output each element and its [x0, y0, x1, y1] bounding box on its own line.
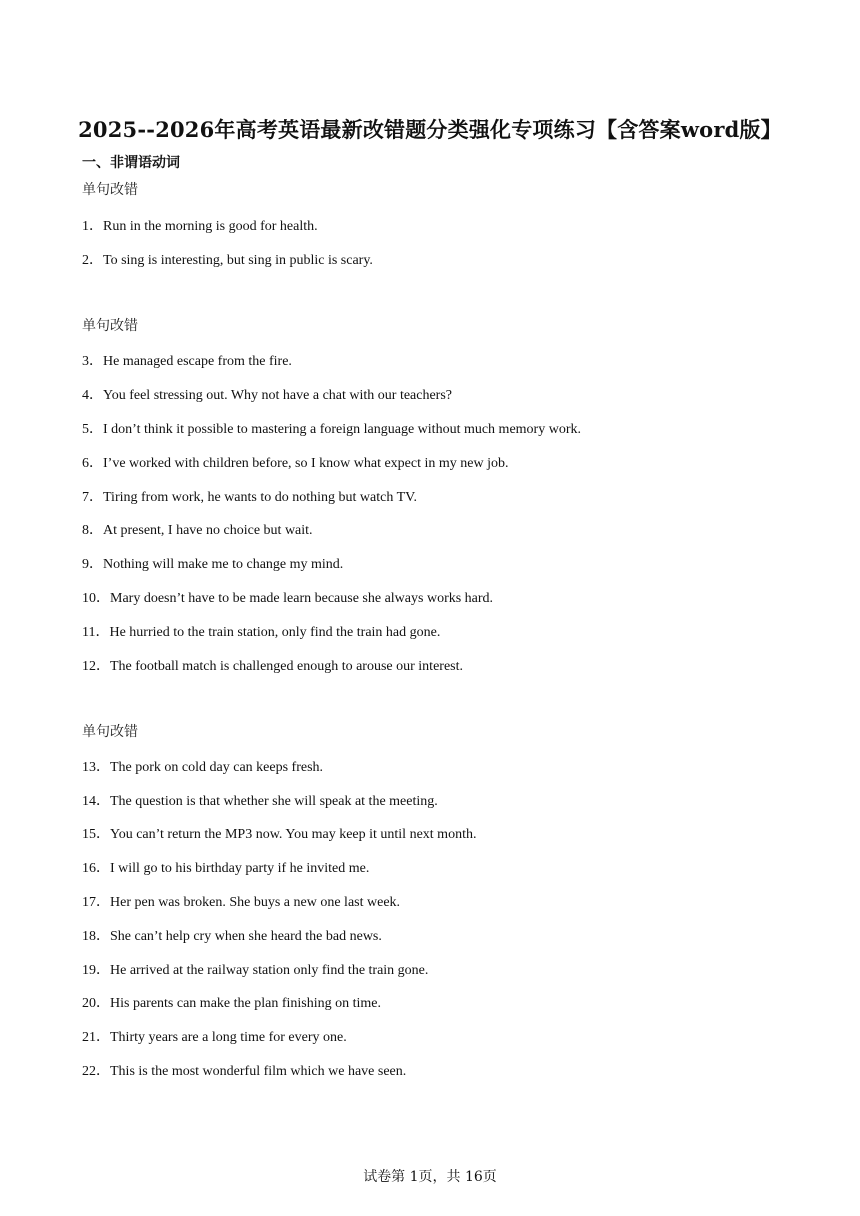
item-text: I’ve worked with children before, so I know what expect in my new job. — [103, 456, 509, 471]
item-text: At present, I have no choice but wait. — [103, 523, 313, 538]
list-item — [82, 519, 313, 539]
item-number: 18． — [82, 929, 110, 944]
list-item — [82, 655, 463, 675]
list-item — [82, 756, 323, 776]
group-heading: 单句改错 — [82, 182, 138, 198]
item-number: 21． — [82, 1030, 110, 1045]
item-text: She can’t help cry when she heard the bad news. — [110, 929, 382, 944]
item-number: 20． — [82, 996, 110, 1011]
list-item — [82, 215, 318, 235]
list-item — [82, 925, 382, 945]
list-item — [82, 452, 509, 472]
item-text: Thirty years are a long time for every one. — [110, 1030, 347, 1045]
list-item — [82, 790, 438, 810]
item-text: This is the most wonderful film which we have seen. — [110, 1064, 407, 1079]
item-number: 4． — [82, 388, 103, 403]
list-item — [82, 1026, 347, 1046]
item-text: He hurried to the train station, only find the train had gone. — [109, 625, 441, 640]
item-number: 13． — [82, 760, 110, 775]
list-item — [82, 992, 381, 1012]
list-item — [82, 384, 452, 404]
page-title: 2025--2026年高考英语最新改错题分类强化专项练习【含答案word版】 — [78, 117, 782, 142]
item-text: I don’t think it possible to mastering a foreign language without much memory work. — [103, 422, 581, 437]
list-item — [82, 587, 493, 607]
item-number: 5． — [82, 422, 103, 437]
page-footer: 试卷第 1页，共 16页 — [363, 1169, 497, 1185]
list-item — [82, 621, 440, 641]
item-number: 12． — [82, 659, 110, 674]
item-text: To sing is interesting, but sing in public is scary. — [103, 253, 373, 268]
list-item — [82, 486, 417, 506]
group-heading: 单句改错 — [82, 724, 138, 740]
item-number: 8． — [82, 523, 103, 538]
item-number: 17． — [82, 895, 110, 910]
item-number: 16． — [82, 861, 110, 876]
item-text: The pork on cold day can keeps fresh. — [110, 760, 324, 775]
list-item — [82, 418, 581, 438]
item-number: 11． — [82, 625, 110, 640]
item-number: 19． — [82, 963, 110, 978]
item-number: 22． — [82, 1064, 110, 1079]
item-number: 2． — [82, 253, 103, 268]
item-text: The football match is challenged enough to arouse our interest. — [110, 659, 464, 674]
item-number: 1． — [82, 219, 103, 234]
item-number: 9． — [82, 557, 103, 572]
item-text: You feel stressing out. Why not have a chat with our teachers? — [103, 388, 453, 403]
item-number: 7． — [82, 490, 103, 505]
list-item — [82, 857, 369, 877]
list-item — [82, 823, 476, 843]
item-number: 3． — [82, 354, 103, 369]
item-number: 15． — [82, 827, 110, 842]
item-text: Her pen was broken. She buys a new one last week. — [110, 895, 401, 910]
list-item — [82, 891, 400, 911]
list-item — [82, 1060, 406, 1080]
section-heading: 一、非谓语动词 — [82, 155, 180, 171]
item-text: Nothing will make me to change my mind. — [103, 557, 344, 572]
list-item — [82, 350, 292, 370]
group-heading: 单句改错 — [82, 318, 138, 334]
item-text: His parents can make the plan finishing on time. — [110, 996, 381, 1011]
item-text: The question is that whether she will speak at the meeting. — [110, 794, 438, 809]
item-text: He arrived at the railway station only find the train gone. — [110, 963, 429, 978]
list-item — [82, 959, 428, 979]
item-text: Run in the morning is good for health. — [103, 219, 318, 234]
item-text: You can’t return the MP3 now. You may keep it until next month. — [110, 827, 477, 842]
list-item — [82, 553, 343, 573]
item-text: Tiring from work, he wants to do nothing but watch TV. — [103, 490, 417, 505]
item-text: Mary doesn’t have to be made learn because she always works hard. — [110, 591, 494, 606]
item-text: He managed escape from the fire. — [103, 354, 292, 369]
item-number: 6． — [82, 456, 103, 471]
item-text: I will go to his birthday party if he invited me. — [110, 861, 370, 876]
item-number: 10． — [82, 591, 110, 606]
list-item — [82, 249, 373, 269]
item-number: 14． — [82, 794, 110, 809]
